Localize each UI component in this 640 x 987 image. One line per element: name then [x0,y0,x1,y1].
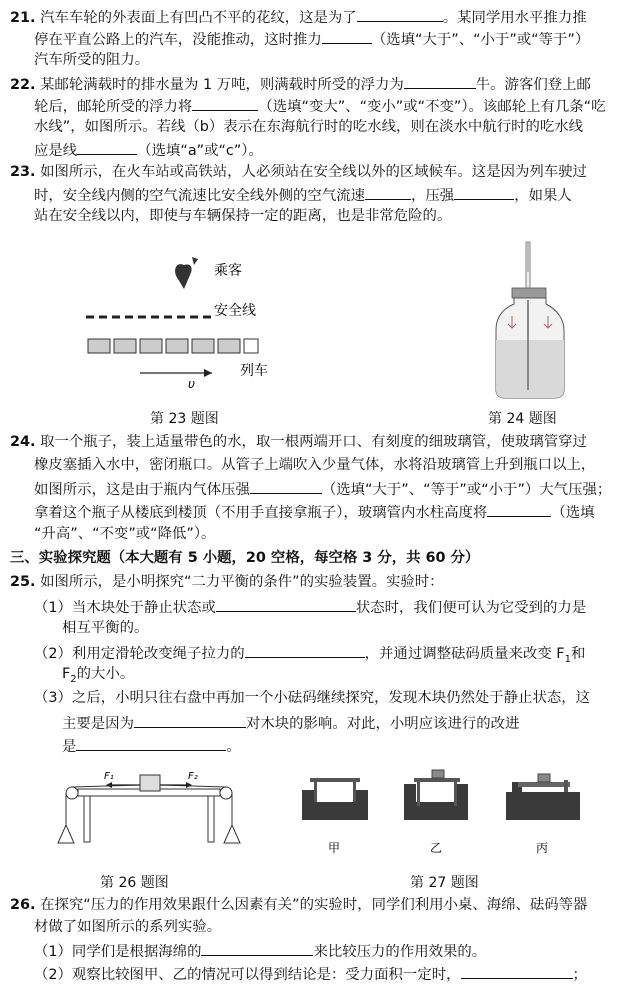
q25-intro [10,572,444,592]
figure-27 [296,762,586,862]
label-yi: 乙 [430,841,443,855]
q23-text: ，如果人 [514,188,572,204]
label-bing: 丙 [536,841,549,855]
q25-text: （2）利用定滑轮改变绳子拉力的 [34,646,245,662]
q22-text: 轮后，邮轮所受的浮力将 [34,99,193,115]
q25-text: 状态时，我们便可认为它受到的力是 [355,600,587,616]
q21-text: （选填“大于”、“小于”或“等于”） [371,32,590,48]
q24-line1 [10,432,587,452]
answer-blank[interactable] [250,478,322,494]
table-leg [208,796,214,842]
q25-text: （3）之后，小明只往右盘中再加一个小砝码继续探究，发现木块仍然处于静止状态，这 [34,690,591,706]
figure-26-caption: 第 26 题图 [100,875,169,891]
answer-blank[interactable] [192,95,258,111]
q26-text: （2）观察比较图甲、乙的情况可以得到结论是：受力面积一定时， [34,967,461,983]
arrowhead-icon [106,782,112,788]
figure-23-caption: 第 23 题图 [150,411,219,427]
subscript: 2 [70,673,77,685]
q24-text: （选填 [551,505,595,521]
q25-text: F [62,666,71,682]
answer-blank[interactable] [76,735,226,751]
question-number: 22. [10,77,36,93]
q24-text: “升高”、“不变”或“降低”）。 [34,526,216,542]
q25-text: 是 [62,739,77,755]
figure-23 [80,245,340,395]
question-number: 25. [10,574,36,590]
label-jia: 甲 [328,841,341,855]
answer-blank[interactable] [77,139,137,155]
answer-blank[interactable] [454,184,514,200]
q25-p3-cont2 [62,735,241,755]
question-number: 23. [10,164,36,180]
sponge-yi [404,770,468,820]
answer-blank[interactable] [365,184,411,200]
question-number: 26. [10,897,36,913]
train-label: 列车 [240,363,268,379]
q25-text: 的大小。 [76,666,135,682]
q21-line1 [10,6,587,26]
force-f2-label: F₂ [188,771,198,782]
answer-blank[interactable] [245,642,365,658]
table-inverted [518,782,570,787]
q23-line3 [34,206,451,226]
water [496,340,564,398]
q22-text: 应是线 [34,143,78,159]
weight-pan-left [58,825,74,843]
q22-text: 水线”，如图所示。若线（b）表示在东海航行时的吃水线，则在淡水中航行时的吃水线 [34,119,584,135]
q21-text: 汽车车轮的外表面上有凹凸不平的花纹，这是为了 [40,10,357,26]
q25-text: 如图所示，是小明探究“二力平衡的条件”的实验装置。实验时： [40,574,444,590]
q22-text: 牛。游客们登上邮 [475,77,591,93]
q22-text: （选填“a”或“c”）。 [137,143,263,159]
q23-text: ，压强 [411,188,455,204]
passenger-label: 乘客 [214,263,242,279]
q24-text: （选填“大于”、“等于”或“小于”）大气压强； [321,482,612,498]
q25-p3 [34,688,590,708]
q23-line2 [34,184,572,204]
answer-blank[interactable] [357,6,443,22]
q23-text: 站在安全线以内，即使与车辆保持一定的距离，也是非常危险的。 [34,208,452,224]
q23-text: 时，安全线内侧的空气流速比安全线外侧的空气流速 [34,188,365,204]
q25-p2 [34,642,586,665]
q25-p2-cont [62,664,134,684]
force-f1-label: F₁ [104,771,114,782]
arrowhead-icon [186,782,192,788]
q25-p3-cont [62,712,519,732]
figure-24 [490,240,580,400]
q21-text: 汽车所受的阻力。 [34,52,150,68]
q24-text: 如图所示，这是由于瓶内气体压强 [34,482,250,498]
q26-line1 [10,895,587,915]
q24-line3 [34,478,611,498]
passenger-silhouette [175,257,198,289]
section-heading: 三、实验探究题（本大题有 5 小题，20 空格，每空格 3 分，共 60 分） [10,550,480,566]
q21-text: 停在平直公路上的汽车，没能推动，这时推力 [34,32,322,48]
q25-text: 对木块的影响。对此，小明应该进行的改进 [245,716,520,732]
answer-blank[interactable] [134,712,246,728]
velocity-label: υ [188,377,195,391]
q26-p1 [34,940,486,960]
q22-line2 [34,95,606,115]
q22-text: 某邮轮满载时的排水量为 1 万吨，则满载时所受的浮力为 [40,77,404,93]
q26-text: 材做了如图所示的系列实验。 [34,919,222,935]
wood-block [140,775,160,791]
q24-line4 [34,501,595,521]
q24-text: 拿着这个瓶子从楼底到楼顶（不用手直接拿瓶子），玻璃管内水柱高度将 [34,505,488,521]
q24-text: 取一个瓶子，装上适量带色的水，取一根两端开口、有刻度的细玻璃管，使玻璃管穿过 [40,434,587,450]
arrowhead-icon [204,369,212,377]
q25-p1 [34,596,586,616]
q22-line3 [34,117,583,137]
pulley-left [66,787,78,799]
q26-text: 来比较压力的作用效果的。 [313,944,487,960]
question-number: 24. [10,434,36,450]
figure-27-caption: 第 27 题图 [410,875,479,891]
q26-text: 在探究“压力的作用效果跟什么因素有关”的实验时，同学们利用小桌、海绵、砝码等器 [40,897,588,913]
q22-line4 [34,139,263,159]
q24-text: 橡皮塞插入水中，密闭瓶口。从管子上端吹入少量气体，水将沿玻璃管上升到瓶口以上， [34,457,596,473]
q22-line1 [10,73,591,93]
q25-text: 相互平衡的。 [62,620,149,636]
q25-text: ，并通过调整砝码质量来改变 F [364,646,565,662]
answer-blank[interactable] [201,940,313,956]
q25-p1-cont [62,618,148,638]
q25-text: （1）当木块处于静止状态或 [34,600,216,616]
sponge-jia [302,778,368,820]
pulley-right [220,787,232,799]
sponge-bing [506,774,580,820]
q21-line3 [34,50,149,70]
q21-text: 。某同学用水平推力推 [442,10,587,26]
q26-text: ； [572,967,587,983]
answer-blank[interactable] [461,963,573,979]
q24-line5 [34,524,215,544]
q25-text: 。 [226,739,241,755]
table-leg [84,796,90,842]
weight-pan-right [224,825,240,843]
q26-line2 [34,917,221,937]
answer-blank[interactable] [322,28,372,44]
q26-text: （1）同学们是根据海绵的 [34,944,202,960]
figure-24-caption: 第 24 题图 [488,411,557,427]
train [88,339,258,353]
q23-text: 如图所示，在火车站或高铁站，人必须站在安全线以外的区域候车。这是因为列车驶过 [40,164,587,180]
q26-p2 [34,963,587,983]
q23-line1 [10,162,587,182]
rubber-stopper [512,288,546,298]
question-number: 21. [10,10,36,26]
q24-line2 [34,455,595,475]
q25-text: 主要是因为 [62,716,134,732]
q25-text: 和 [570,646,586,662]
q21-line2 [34,28,589,48]
figure-26 [48,765,248,847]
answer-blank[interactable] [216,596,356,612]
q22-text: （选填“变大”、“变小”或“不变”）。该邮轮上有几条“吃 [258,99,606,115]
safety-line-label: 安全线 [214,303,256,319]
answer-blank[interactable] [487,501,551,517]
answer-blank[interactable] [404,73,476,89]
subscript: 1 [564,653,571,665]
